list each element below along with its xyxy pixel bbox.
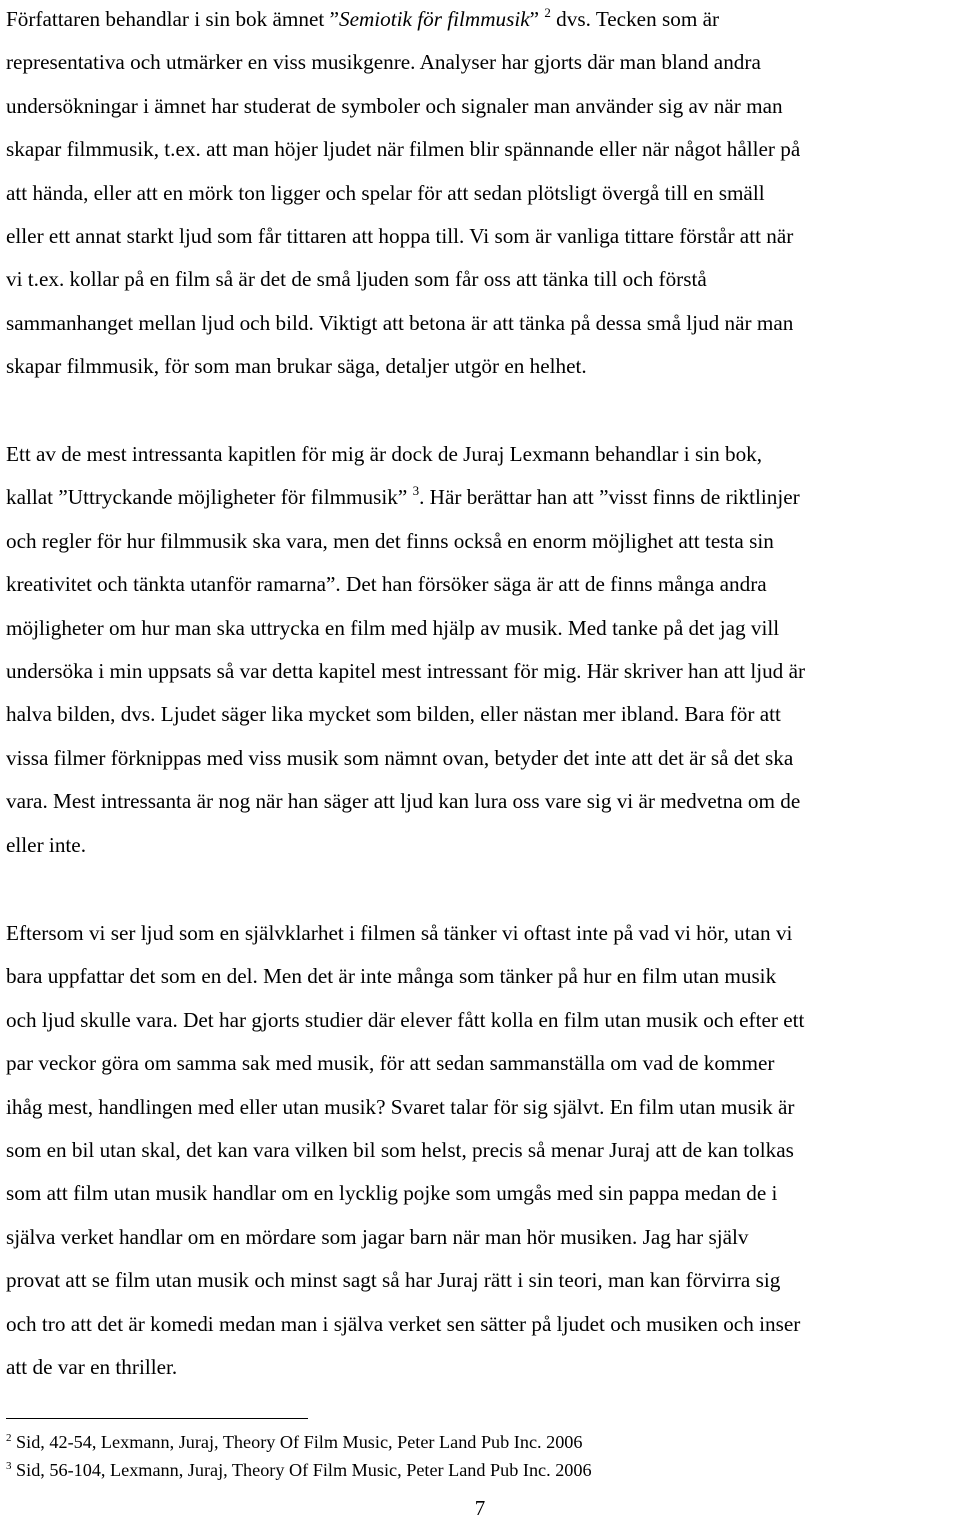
- text-line: skapar filmmusik, för som man brukar säga, detaljer utgör en helhet.: [6, 354, 587, 379]
- text-line: vissa filmer förknippas med viss musik som nämnt ovan, betyder det inte att det är så det ska: [6, 745, 794, 770]
- footnote-text: Sid, 56-104, Lexmann, Juraj, Theory Of Film Music, Peter Land Pub Inc. 2006: [11, 1460, 592, 1480]
- footnote-separator: [6, 1418, 308, 1419]
- footnote-number: 2: [6, 1432, 12, 1444]
- text-line: bara uppfattar det som en del. Men det är inte många som tänker på hur en film utan musik: [6, 964, 777, 989]
- text-line: Ett av de mest intressanta kapitlen för mig är dock de Juraj Lexmann behandlar i sin bok,: [6, 442, 763, 466]
- text-line: par veckor göra om samma sak med musik, för att sedan sammanställa om vad de kommer: [6, 1051, 775, 1076]
- footnote-2: [6, 1430, 592, 1458]
- italic-title: Semiotik för filmmusik: [339, 7, 530, 31]
- footnotes: [6, 1430, 592, 1486]
- text-line: Eftersom vi ser ljud som en självklarhet i filmen så tänker vi oftast inte på vad vi hör, utan vi: [6, 921, 793, 945]
- text-line: och ljud skulle vara. Det har gjorts studier där elever fått kolla en film utan musik och efter ett: [6, 1007, 805, 1032]
- footnote-text: Sid, 42-54, Lexmann, Juraj, Theory Of Film Music, Peter Land Pub Inc. 2006: [11, 1432, 583, 1452]
- text-line: att de var en thriller.: [6, 1354, 178, 1379]
- text-line: Författaren behandlar i sin bok ämnet ”Semiotik för filmmusik” $^2$ dvs. Tecken som är: [6, 5, 720, 31]
- text-line: undersökningar i ämnet har studerat de symboler och signaler man använder sig av när man: [6, 93, 783, 118]
- text-line: som att film utan musik handlar om en lycklig pojke som umgås med sin pappa medan de i: [6, 1181, 778, 1206]
- text-line: halva bilden, dvs. Ljudet säger lika mycket som bilden, eller nästan mer ibland. Bara för att: [6, 702, 781, 727]
- text-line: representativa och utmärker en viss musikgenre. Analyser har gjorts där man bland andra: [6, 50, 761, 75]
- text-line: eller ett annat starkt ljud som får tittaren att hoppa till. Vi som är vanliga tittare förstår att när: [6, 223, 794, 248]
- text-line: vi t.ex. kollar på en film så är det de små ljuden som får oss att tänka till och förstå: [6, 267, 707, 292]
- text-line: vara. Mest intressanta är nog när han säger att ljud kan lura oss vare sig vi är medvetna om de: [6, 789, 801, 814]
- text-line: och regler för hur filmmusik ska vara, men det finns också en enorm möjlighet att testa sin: [6, 528, 774, 553]
- text-line: kallat ”Uttryckande möjligheter för filmmusik” $^3$. Här berättar han att ”visst finns de riktlinjer: [6, 483, 800, 510]
- text-line: och tro att det är komedi medan man i själva verket sen sätter på ljudet och musiken och inser: [6, 1311, 801, 1336]
- text-line: själva verket handlar om en mördare som jagar barn när man hör musiken. Jag har själv: [6, 1224, 749, 1249]
- paragraph-lexmann-chapter: [6, 433, 805, 867]
- text-line: skapar filmmusik, t.ex. att man höjer ljudet när filmen blir spännande eller när något håller på: [6, 137, 801, 162]
- page-number: 7: [474, 1496, 486, 1520]
- footnote-3: [6, 1458, 592, 1486]
- text-line: möjligheter om hur man ska uttrycka en film med hjälp av musik. Med tanke på det jag vill: [6, 615, 780, 640]
- text-line: ihåg mest, handlingen med eller utan musik? Svaret talar för sig självt. En film utan musik är: [6, 1094, 795, 1119]
- paragraph-film-without-music: [6, 912, 804, 1389]
- footnote-number: 3: [6, 1460, 12, 1472]
- paragraph-semiotics: [6, 0, 800, 389]
- text-line: att hända, eller att en mörk ton ligger och spelar för att sedan plötsligt övergå till en smäll: [6, 180, 765, 205]
- text-line: kreativitet och tänkta utanför ramarna”. Det han försöker säga är att de finns många andra: [6, 572, 767, 597]
- text-line: som en bil utan skal, det kan vara vilken bil som helst, precis så menar Juraj att de kan tolkas: [6, 1137, 794, 1162]
- text-line: provat att se film utan musik och minst sagt så har Juraj rätt i sin teori, man kan förvirra sig: [6, 1268, 781, 1293]
- footnote-reference[interactable]: 2: [544, 5, 551, 20]
- text-line: sammanhanget mellan ljud och bild. Viktigt att betona är att tänka på dessa små ljud när man: [6, 310, 794, 335]
- text-line: undersöka i min uppsats så var detta kapitel mest intressant för mig. Här skriver han att ljud är: [6, 658, 806, 683]
- footnote-reference[interactable]: 3: [412, 483, 420, 499]
- text-line: eller inte.: [6, 832, 87, 857]
